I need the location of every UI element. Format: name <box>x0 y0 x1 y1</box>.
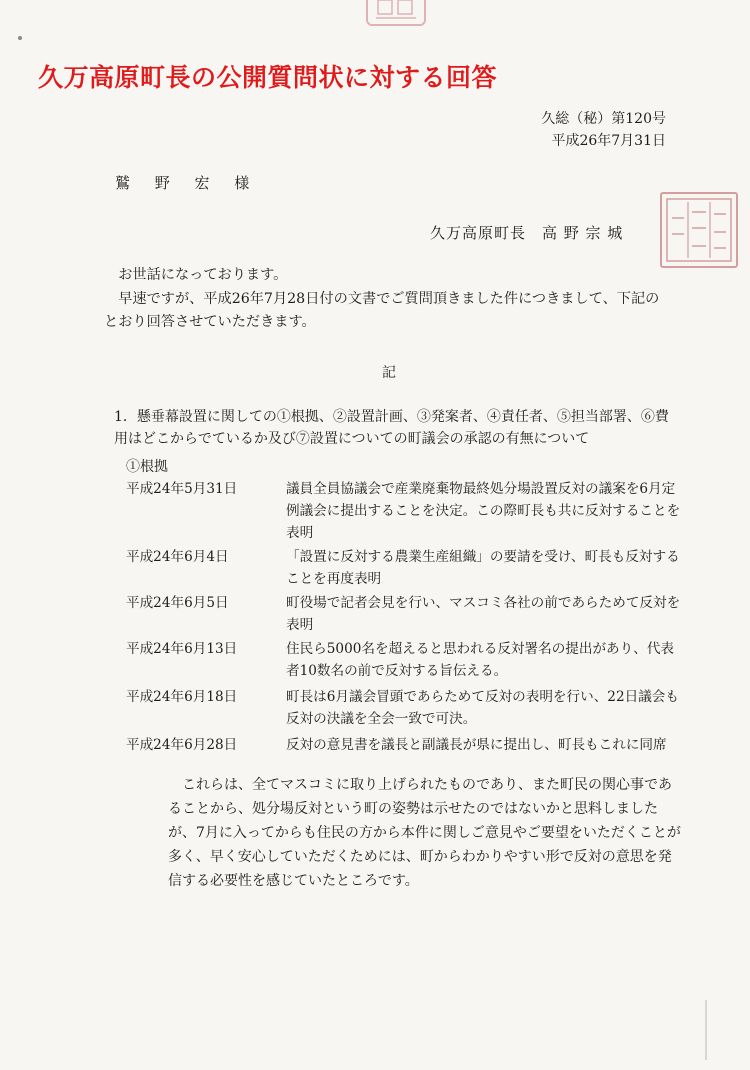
entry-date: 平成24年6月4日 <box>126 549 229 565</box>
headline: 久万高原町長の公開質問状に対する回答 <box>38 63 498 92</box>
scan-speck <box>18 36 22 40</box>
entry-text: 住民ら5000名を超えると思われる反対署名の提出があり、代表者10数名の前で反対する旨伝える。 <box>286 641 675 679</box>
entry-date: 平成24年6月5日 <box>126 595 229 611</box>
entry-date: 平成24年6月18日 <box>126 689 238 705</box>
greeting: お世話になっております。 <box>118 267 288 283</box>
entry-text: 町長は6月議会冒頭であらためて反対の表明を行い、22日議会も反対の決議を全会一致で可決。 <box>286 689 679 727</box>
entry-text: 議員全員協議会で産業廃棄物最終処分場設置反対の議案を6月定例議会に提出することを決定。この際町長も共に反対することを表明 <box>286 481 681 541</box>
intro-paragraph: 早速ですが、平成26年7月28日付の文書でご質問頂きました件につきまして、下記のとおり回答させていただきます。 <box>104 291 660 330</box>
sub-item-1-title: ①根拠 <box>126 459 168 475</box>
sender: 久万高原町長 高 野 宗 城 <box>430 224 624 242</box>
closing-paragraph: これらは、全てマスコミに取り上げられたものであり、また町民の関心事であることから、処分場反対という町の姿勢は示せたのではないかと思料しましたが、7月に入ってからも住民の方から本件に関しご意見やご要望をいただくことが多く、早く安心していただくためには、町からわかりやすい形で反対の意思を発信する必要性を感じていたところです。 <box>168 777 681 889</box>
entry-date: 平成24年6月13日 <box>126 641 238 657</box>
received-stamp <box>366 0 426 26</box>
entry-date: 平成24年5月31日 <box>126 481 238 497</box>
addressee: 鷲 野 宏 様 <box>115 174 260 192</box>
item-1-title: 1．懸垂幕設置に関しての①根拠、②設置計画、③発案者、④責任者、⑤担当部署、⑥費用はどこからでているか及び⑦設置についての町議会の承認の有無について <box>114 409 669 447</box>
reference-date: 平成26年7月31日 <box>551 133 666 149</box>
entry-text: 「設置に反対する農業生産組織」の要請を受け、町長も反対することを再度表明 <box>286 549 680 587</box>
ki-marker: 記 <box>382 365 396 381</box>
entry-text: 町役場で記者会見を行い、マスコミ各社の前であらためて反対を表明 <box>286 595 681 633</box>
entry-date: 平成24年6月28日 <box>126 737 238 753</box>
official-seal <box>660 192 738 268</box>
reference-number: 久総（秘）第120号 <box>541 111 666 127</box>
paper-crease <box>705 1000 707 1060</box>
entry-text: 反対の意見書を議長と副議長が県に提出し、町長もこれに同席 <box>286 737 667 753</box>
